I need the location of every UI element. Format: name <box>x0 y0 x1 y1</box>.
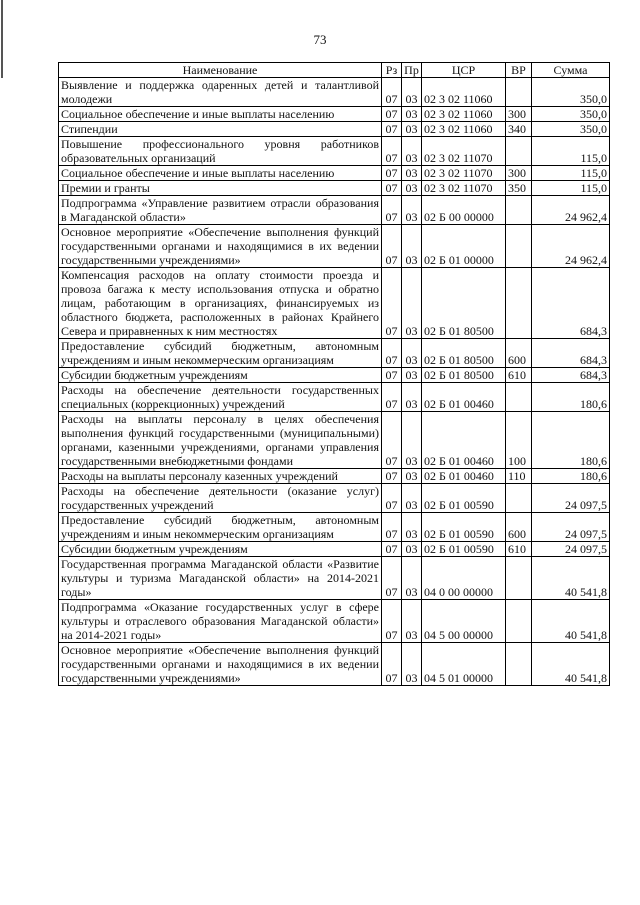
budget-table <box>58 62 610 686</box>
cell-pr: 03 <box>402 78 422 107</box>
cell-sum: 115,0 <box>532 166 610 181</box>
table-row <box>59 542 610 557</box>
table-row <box>59 600 610 643</box>
cell-rz: 07 <box>382 225 402 268</box>
cell-sum: 180,6 <box>532 412 610 469</box>
cell-name: Социальное обеспечение и иные выплаты населению <box>59 166 382 181</box>
cell-name: Подпрограмма «Управление развитием отрасли образования в Магаданской области» <box>59 196 382 225</box>
cell-vr: 600 <box>506 513 532 542</box>
cell-vr: 600 <box>506 339 532 368</box>
cell-rz: 07 <box>382 383 402 412</box>
cell-csr: 02 Б 01 00000 <box>422 225 506 268</box>
cell-pr: 03 <box>402 339 422 368</box>
cell-pr: 03 <box>402 542 422 557</box>
cell-pr: 03 <box>402 557 422 600</box>
cell-csr: 04 0 00 00000 <box>422 557 506 600</box>
cell-csr: 02 3 02 11060 <box>422 78 506 107</box>
table-body <box>59 78 610 686</box>
cell-pr: 03 <box>402 225 422 268</box>
cell-sum: 684,3 <box>532 268 610 339</box>
cell-vr: 610 <box>506 368 532 383</box>
cell-name: Повышение профессионального уровня работников образовательных организаций <box>59 137 382 166</box>
cell-rz: 07 <box>382 268 402 339</box>
cell-rz: 07 <box>382 107 402 122</box>
cell-vr: 350 <box>506 181 532 196</box>
cell-pr: 03 <box>402 600 422 643</box>
cell-sum: 350,0 <box>532 78 610 107</box>
header-csr: ЦСР <box>422 63 506 78</box>
cell-name: Социальное обеспечение и иные выплаты населению <box>59 107 382 122</box>
cell-vr <box>506 484 532 513</box>
table-row <box>59 643 610 686</box>
cell-sum: 40 541,8 <box>532 643 610 686</box>
table-row <box>59 469 610 484</box>
cell-rz: 07 <box>382 600 402 643</box>
cell-csr: 02 3 02 11070 <box>422 166 506 181</box>
cell-name: Выявление и поддержка одаренных детей и талантливой молодежи <box>59 78 382 107</box>
table-row <box>59 513 610 542</box>
cell-vr <box>506 643 532 686</box>
cell-sum: 350,0 <box>532 122 610 137</box>
cell-pr: 03 <box>402 643 422 686</box>
table-row <box>59 484 610 513</box>
cell-rz: 07 <box>382 513 402 542</box>
header-pr: Пр <box>402 63 422 78</box>
cell-vr <box>506 137 532 166</box>
cell-csr: 02 3 02 11070 <box>422 137 506 166</box>
cell-csr: 02 Б 01 00590 <box>422 484 506 513</box>
cell-csr: 02 Б 00 00000 <box>422 196 506 225</box>
cell-sum: 115,0 <box>532 137 610 166</box>
cell-vr: 100 <box>506 412 532 469</box>
cell-csr: 02 3 02 11070 <box>422 181 506 196</box>
cell-pr: 03 <box>402 268 422 339</box>
table-row <box>59 368 610 383</box>
cell-name: Расходы на выплаты персоналу казенных учреждений <box>59 469 382 484</box>
cell-rz: 07 <box>382 412 402 469</box>
cell-rz: 07 <box>382 122 402 137</box>
cell-csr: 02 Б 01 80500 <box>422 339 506 368</box>
cell-name: Расходы на обеспечение деятельности (оказание услуг) государственных учреждений <box>59 484 382 513</box>
header-name: Наименование <box>59 63 382 78</box>
cell-pr: 03 <box>402 383 422 412</box>
cell-name: Субсидии бюджетным учреждениям <box>59 542 382 557</box>
cell-sum: 180,6 <box>532 469 610 484</box>
cell-csr: 02 3 02 11060 <box>422 122 506 137</box>
cell-sum: 24 097,5 <box>532 513 610 542</box>
table-row <box>59 268 610 339</box>
table-row <box>59 339 610 368</box>
cell-pr: 03 <box>402 469 422 484</box>
cell-rz: 07 <box>382 542 402 557</box>
cell-vr <box>506 196 532 225</box>
cell-name: Предоставление субсидий бюджетным, автономным учреждениям и иным некоммерческим организациям <box>59 513 382 542</box>
table-row <box>59 225 610 268</box>
table-row <box>59 78 610 107</box>
table-row <box>59 412 610 469</box>
cell-rz: 07 <box>382 484 402 513</box>
cell-pr: 03 <box>402 412 422 469</box>
cell-rz: 07 <box>382 339 402 368</box>
cell-sum: 24 962,4 <box>532 225 610 268</box>
cell-rz: 07 <box>382 137 402 166</box>
cell-name: Основное мероприятие «Обеспечение выполнения функций государственными органами и находящимися в их ведении государственными учреждениями» <box>59 643 382 686</box>
header-vr: ВР <box>506 63 532 78</box>
cell-csr: 02 Б 01 80500 <box>422 268 506 339</box>
cell-rz: 07 <box>382 166 402 181</box>
cell-sum: 40 541,8 <box>532 557 610 600</box>
cell-vr <box>506 225 532 268</box>
cell-csr: 02 Б 01 00460 <box>422 469 506 484</box>
cell-sum: 180,6 <box>532 383 610 412</box>
cell-csr: 04 5 00 00000 <box>422 600 506 643</box>
cell-sum: 40 541,8 <box>532 600 610 643</box>
cell-rz: 07 <box>382 368 402 383</box>
cell-name: Расходы на выплаты персоналу в целях обеспечения выполнения функций государственными (муниципальными) органами, казенными учреждениями, органами управления государственными внебюджетными фондами <box>59 412 382 469</box>
cell-sum: 24 962,4 <box>532 196 610 225</box>
cell-csr: 02 3 02 11060 <box>422 107 506 122</box>
cell-sum: 24 097,5 <box>532 542 610 557</box>
cell-vr: 610 <box>506 542 532 557</box>
cell-vr <box>506 383 532 412</box>
table-row <box>59 137 610 166</box>
table-row <box>59 383 610 412</box>
cell-vr <box>506 557 532 600</box>
cell-sum: 684,3 <box>532 368 610 383</box>
table-row <box>59 196 610 225</box>
table-row <box>59 166 610 181</box>
cell-vr: 300 <box>506 166 532 181</box>
cell-rz: 07 <box>382 469 402 484</box>
cell-sum: 115,0 <box>532 181 610 196</box>
page-number: 73 <box>313 32 327 47</box>
cell-vr: 300 <box>506 107 532 122</box>
cell-csr: 02 Б 01 00460 <box>422 412 506 469</box>
cell-pr: 03 <box>402 137 422 166</box>
cell-vr <box>506 268 532 339</box>
table-header-row <box>59 63 610 78</box>
cell-vr <box>506 600 532 643</box>
cell-pr: 03 <box>402 107 422 122</box>
cell-name: Компенсация расходов на оплату стоимости проезда и провоза багажа к месту использования отпуска и обратно лицам, работающим в организациях, финансируемых из областного бюджета, расположенных в районах Крайнего Севера и приравненных к ним местностях <box>59 268 382 339</box>
cell-csr: 04 5 01 00000 <box>422 643 506 686</box>
cell-vr <box>506 78 532 107</box>
table-row <box>59 181 610 196</box>
cell-name: Государственная программа Магаданской области «Развитие культуры и туризма Магаданской области» на 2014-2021 годы» <box>59 557 382 600</box>
cell-name: Основное мероприятие «Обеспечение выполнения функций государственными органами и находящимися в их ведении государственными учреждениями» <box>59 225 382 268</box>
cell-sum: 24 097,5 <box>532 484 610 513</box>
cell-pr: 03 <box>402 196 422 225</box>
cell-name: Подпрограмма «Оказание государственных услуг в сфере культуры и отраслевого образования Магаданской области» на 2014-2021 годы» <box>59 600 382 643</box>
cell-pr: 03 <box>402 484 422 513</box>
cell-vr: 340 <box>506 122 532 137</box>
table-row <box>59 557 610 600</box>
table-row <box>59 107 610 122</box>
cell-name: Предоставление субсидий бюджетным, автономным учреждениям и иным некоммерческим организациям <box>59 339 382 368</box>
cell-csr: 02 Б 01 80500 <box>422 368 506 383</box>
cell-sum: 350,0 <box>532 107 610 122</box>
cell-sum: 684,3 <box>532 339 610 368</box>
cell-pr: 03 <box>402 122 422 137</box>
cell-csr: 02 Б 01 00460 <box>422 383 506 412</box>
cell-vr: 110 <box>506 469 532 484</box>
cell-pr: 03 <box>402 181 422 196</box>
cell-csr: 02 Б 01 00590 <box>422 542 506 557</box>
cell-rz: 07 <box>382 557 402 600</box>
cell-csr: 02 Б 01 00590 <box>422 513 506 542</box>
cell-pr: 03 <box>402 513 422 542</box>
table-row <box>59 122 610 137</box>
cell-name: Премии и гранты <box>59 181 382 196</box>
cell-rz: 07 <box>382 78 402 107</box>
cell-name: Расходы на обеспечение деятельности государственных специальных (коррекционных) учреждений <box>59 383 382 412</box>
cell-rz: 07 <box>382 196 402 225</box>
cell-name: Субсидии бюджетным учреждениям <box>59 368 382 383</box>
cell-rz: 07 <box>382 643 402 686</box>
cell-pr: 03 <box>402 166 422 181</box>
cell-pr: 03 <box>402 368 422 383</box>
header-sum: Сумма <box>532 63 610 78</box>
header-rz: Рз <box>382 63 402 78</box>
cell-name: Стипендии <box>59 122 382 137</box>
cell-rz: 07 <box>382 181 402 196</box>
